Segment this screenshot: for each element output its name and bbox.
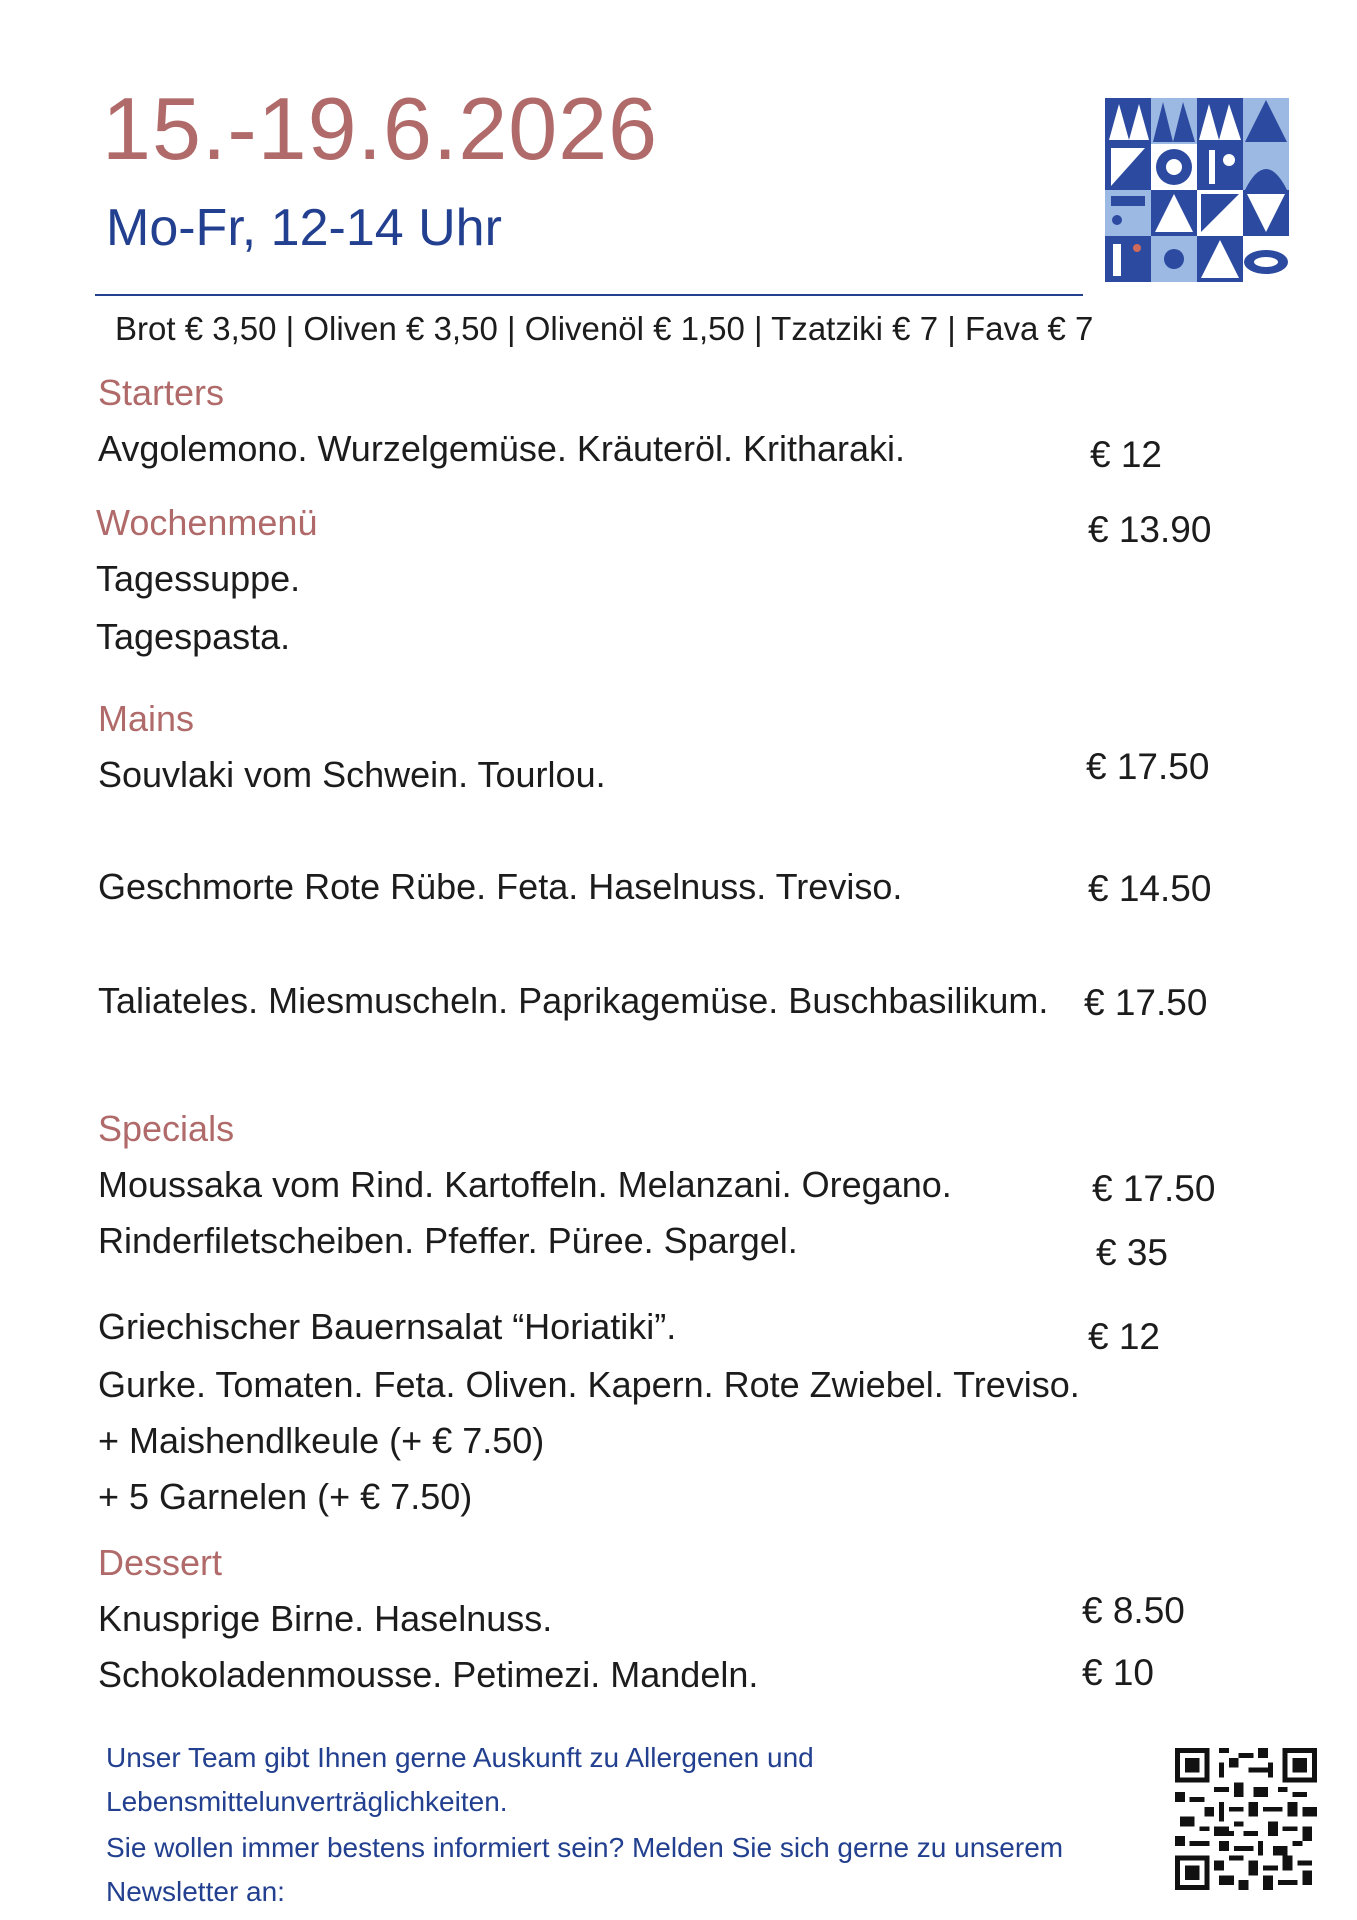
menu-item: Schokoladenmousse. Petimezi. Mandeln. (98, 1654, 759, 1695)
menu-item: Avgolemono. Wurzelgemüse. Kräuteröl. Kritharaki. (98, 428, 906, 469)
menu-item: Tagespasta. (96, 616, 291, 657)
section-title-specials: Specials (98, 1108, 235, 1149)
menu-item: Tagessuppe. (96, 558, 301, 599)
section-title-starters: Starters (98, 372, 225, 413)
allergen-note: Unser Team gibt Ihnen gerne Auskunft zu Allergenen und (106, 1742, 814, 1773)
date-range: 15.-19.6.2026 (102, 79, 659, 178)
menu-item-price: € 8.50 (1082, 1590, 1185, 1631)
menu-item: Taliateles. Miesmuscheln. Paprikagemüse. Buschbasilikum. (98, 980, 1049, 1021)
newsletter-note: Newsletter an: (106, 1876, 285, 1907)
menu-item-price: € 17.50 (1086, 746, 1210, 787)
wochenmenu-price: € 13.90 (1088, 509, 1212, 550)
section-title-dessert: Dessert (98, 1542, 223, 1583)
allergen-note: Lebensmittelunverträglichkeiten. (106, 1786, 508, 1817)
opening-hours: Mo-Fr, 12-14 Uhr (106, 199, 502, 257)
menu-item-price: € 17.50 (1092, 1168, 1216, 1209)
menu-item-price: € 17.50 (1084, 982, 1208, 1023)
qr-code-icon[interactable] (1175, 1748, 1317, 1890)
menu-item: Rinderfiletscheiben. Pfeffer. Püree. Spargel. (98, 1220, 798, 1261)
salad-addon: + Maishendlkeule (+ € 7.50) (98, 1420, 545, 1461)
section-title-mains: Mains (98, 698, 195, 739)
salad-addon: + 5 Garnelen (+ € 7.50) (98, 1476, 473, 1517)
salad-title: Griechischer Bauernsalat “Horiatiki”. (98, 1306, 677, 1347)
newsletter-note: Sie wollen immer bestens informiert sein? Melden Sie sich gerne zu unserem (106, 1832, 1064, 1863)
salad-description: Gurke. Tomaten. Feta. Oliven. Kapern. Rote Zwiebel. Treviso. (98, 1364, 1080, 1405)
menu-item-price: € 12 (1090, 434, 1163, 475)
extras-line: Brot € 3,50 | Oliven € 3,50 | Olivenöl € 1,50 | Tzatziki € 7 | Fava € 7 (115, 310, 1094, 347)
section-title-wochenmenu: Wochenmenü (96, 502, 318, 543)
salad-price: € 12 (1088, 1316, 1161, 1357)
header-divider (95, 294, 1083, 296)
geometric-logo-icon (1105, 98, 1289, 282)
menu-item: Souvlaki vom Schwein. Tourlou. (98, 754, 606, 795)
menu-item-price: € 35 (1096, 1232, 1169, 1273)
menu-item: Knusprige Birne. Haselnuss. (98, 1598, 553, 1639)
menu-item: Geschmorte Rote Rübe. Feta. Haselnuss. Treviso. (98, 866, 903, 907)
menu-item-price: € 14.50 (1088, 868, 1212, 909)
menu-item-price: € 10 (1082, 1652, 1155, 1693)
menu-item: Moussaka vom Rind. Kartoffeln. Melanzani. Oregano. (98, 1164, 952, 1205)
